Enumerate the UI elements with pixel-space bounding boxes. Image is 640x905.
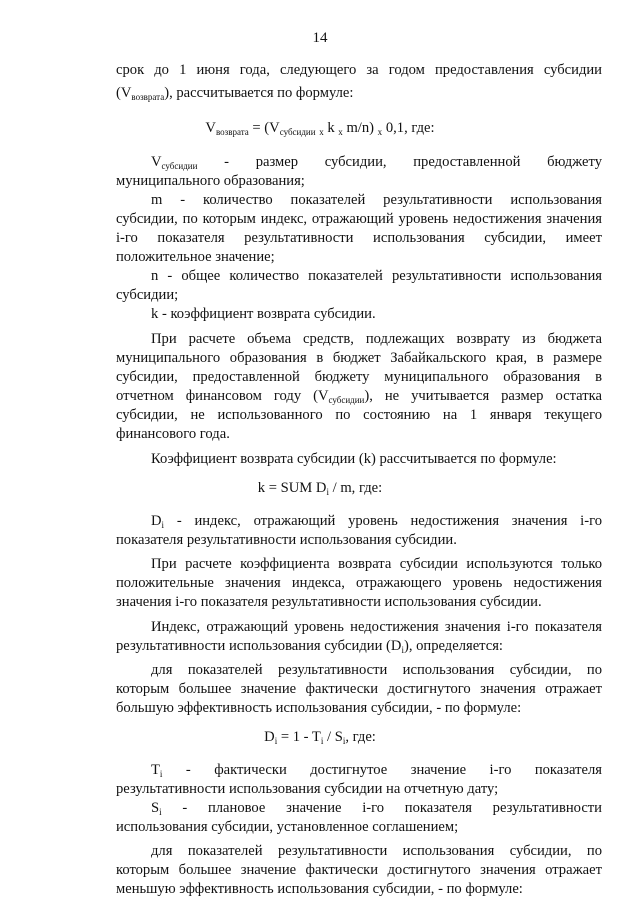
text-line: которым большее значение фактически достигнутого значения отражает [116, 681, 602, 697]
subscript: i [401, 645, 404, 655]
text-fragment: - индекс, отражающий уровень недостижения значения i-го [164, 513, 602, 529]
text-line: меньшую эффективность использования субсидии, - по формуле: [116, 881, 523, 897]
text-line [116, 84, 602, 102]
subscript: i [161, 520, 165, 530]
subscript: i [159, 769, 163, 779]
text-line: n - общее количество показателей результативности использования [151, 268, 602, 284]
text-line: положительные значения индекса, отражающего уровень недостижения [116, 575, 602, 591]
subscript: i [326, 487, 329, 497]
text-fragment: (V [116, 85, 132, 101]
text-line: срок до 1 июня года, следующего за годом предоставления субсидии [116, 62, 602, 78]
text-line: i-го показателя результативности использования субсидии, имеет [116, 230, 602, 246]
subscript: возврата [131, 92, 165, 102]
text-fragment: D [264, 729, 275, 745]
text-fragment: / S [323, 729, 343, 745]
subscript: субсидии [161, 161, 198, 171]
text-fragment: = 1 - T [277, 729, 321, 745]
text-line [151, 799, 602, 817]
subscript: х [377, 127, 383, 137]
text-fragment: ), не учитывается размер остатка [364, 388, 602, 404]
formula-line [0, 479, 640, 497]
text-fragment: ), определяется: [403, 638, 503, 654]
text-fragment: - плановое значение i-го показателя результативности [161, 800, 602, 816]
subscript: i [342, 736, 346, 746]
text-line: При расчете объема средств, подлежащих возврату из бюджета [151, 331, 602, 347]
text-line: k - коэффициент возврата субсидии. [151, 306, 376, 322]
text-fragment: T [151, 762, 160, 778]
text-line: муниципального образования; [116, 173, 305, 189]
text-line: Индекс, отражающий уровень недостижения значения i-го показателя [151, 619, 602, 635]
text-fragment: - размер субсидии, предоставленной бюджету [197, 154, 602, 170]
text-line: показателя результативности использования субсидии. [116, 532, 457, 548]
text-fragment: m/n) [342, 120, 378, 136]
text-line [116, 387, 602, 405]
text-line: субсидии, по которым индекс, отражающий уровень недостижения значения [116, 211, 602, 227]
text-line: для показателей результативности использования субсидии, по [151, 662, 602, 678]
text-fragment: отчетном финансовом году (V [116, 388, 329, 404]
text-fragment: , где: [345, 729, 376, 745]
text-fragment: - фактически достигнутое значение i-го показателя [162, 762, 602, 778]
text-line: для показателей результативности использования субсидии, по [151, 843, 602, 859]
text-fragment: = (V [248, 120, 280, 136]
page-number: 14 [312, 30, 328, 46]
text-line [151, 153, 602, 171]
text-line: которым большее значение фактически достигнутого значения отражает [116, 862, 602, 878]
text-line: большую эффективность использования субсидии, - по формуле: [116, 700, 522, 716]
formula-line [0, 728, 640, 746]
text-line: субсидии; [116, 287, 179, 303]
text-line: положительное значение; [116, 249, 275, 265]
text-fragment: D [151, 513, 162, 529]
subscript: субсидии [279, 127, 316, 137]
text-line: субсидии, не использованного по состоянию на 1 января текущего [116, 407, 602, 423]
text-line [151, 512, 602, 530]
text-line: результативности использования субсидии на отчетную дату; [116, 781, 499, 797]
text-fragment: V [151, 154, 162, 170]
subscript: х [319, 127, 324, 137]
text-fragment: / m, где: [328, 480, 383, 496]
subscript: i [274, 736, 278, 746]
subscript: возврата [215, 127, 249, 137]
subscript: i [320, 736, 324, 746]
text-line: финансового года. [116, 426, 230, 442]
text-fragment: результативности использования субсидии (D [116, 638, 402, 654]
text-line: значения i-го показателя результативности использования субсидии. [116, 594, 542, 610]
text-fragment: ), рассчитывается по формуле: [164, 85, 354, 101]
subscript: субсидии [328, 395, 365, 405]
text-fragment: S [151, 800, 160, 816]
text-fragment: k = SUM D [257, 480, 327, 496]
subscript: х [338, 127, 343, 137]
text-fragment: k [323, 120, 339, 136]
text-line: использования субсидии, установленное соглашением; [116, 819, 459, 835]
text-fragment: 0,1, где: [382, 120, 435, 136]
subscript: i [159, 807, 162, 817]
text-line: субсидии, предоставленной бюджету муниципального образования в [116, 369, 602, 385]
text-line: муниципального образования в бюджет Забайкальского края, в размере [116, 350, 602, 366]
text-line: m - количество показателей результативности использования [151, 192, 602, 208]
text-fragment: V [205, 120, 216, 136]
text-line: Коэффициент возврата субсидии (k) рассчитывается по формуле: [151, 451, 557, 467]
text-line [151, 761, 602, 779]
text-line: При расчете коэффициента возврата субсидии используются только [151, 556, 602, 572]
text-line [116, 637, 602, 655]
formula-line [0, 119, 640, 137]
